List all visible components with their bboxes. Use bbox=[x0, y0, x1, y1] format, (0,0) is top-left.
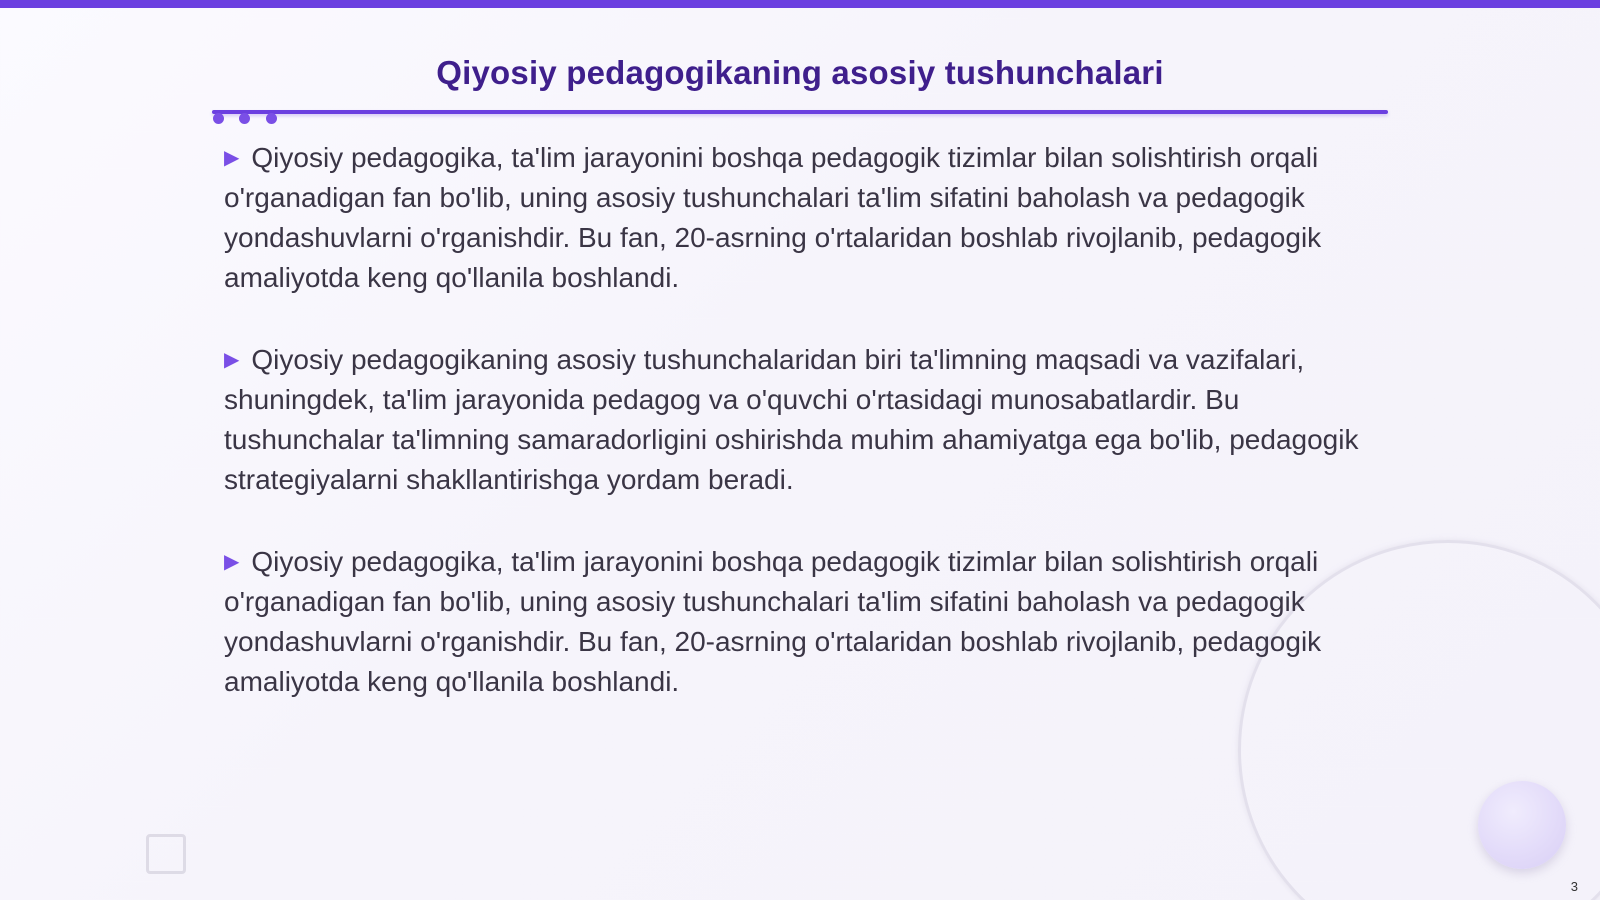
top-accent-bar bbox=[0, 0, 1600, 8]
triangle-right-icon: ▶ bbox=[224, 349, 240, 371]
slide-content bbox=[224, 138, 1364, 744]
triangle-right-icon: ▶ bbox=[224, 147, 240, 169]
bullet-text: Qiyosiy pedagogika, ta'lim jarayonini boshqa pedagogik tizimlar bilan solishtirish orqali o'rganadigan fan bo'lib, uning asosiy tushunchalari ta'lim sifatini baholash va pedagogik yondashuvlarni o'rganishdir. Bu fan, 20-asrning o'rtalaridan boshlab rivojlanib, pedagogik amaliyotda keng qo'llanila boshlandi. bbox=[224, 142, 1322, 293]
bullet-paragraph bbox=[224, 542, 1364, 702]
page-number: 3 bbox=[1570, 879, 1578, 894]
bullet-paragraph bbox=[224, 340, 1364, 500]
bullet-paragraph bbox=[224, 138, 1364, 298]
title-underline bbox=[212, 110, 1388, 114]
underline-dot bbox=[239, 113, 250, 124]
underline-dot bbox=[266, 113, 277, 124]
decorative-circle bbox=[1478, 781, 1566, 869]
bullet-text: Qiyosiy pedagogikaning asosiy tushunchalaridan biri ta'limning maqsadi va vazifalari, shuningdek, ta'lim jarayonida pedagog va o'quvchi o'rtasidagi munosabatlardir. Bu tushunchalar ta'limning samaradorligini oshirishda muhim ahamiyatga ega bo'lib, pedagogik strategiyalarni shakllantirishga yordam beradi. bbox=[224, 344, 1359, 495]
slide-title: Qiyosiy pedagogikaning asosiy tushunchalari bbox=[436, 54, 1164, 91]
bullet-text: Qiyosiy pedagogika, ta'lim jarayonini boshqa pedagogik tizimlar bilan solishtirish orqali o'rganadigan fan bo'lib, uning asosiy tushunchalari ta'lim sifatini baholash va pedagogik yondashuvlarni o'rganishdir. Bu fan, 20-asrning o'rtalaridan boshlab rivojlanib, pedagogik amaliyotda keng qo'llanila boshlandi. bbox=[224, 546, 1322, 697]
underline-dot bbox=[213, 113, 224, 124]
triangle-right-icon: ▶ bbox=[224, 551, 240, 573]
decorative-square bbox=[146, 834, 186, 874]
